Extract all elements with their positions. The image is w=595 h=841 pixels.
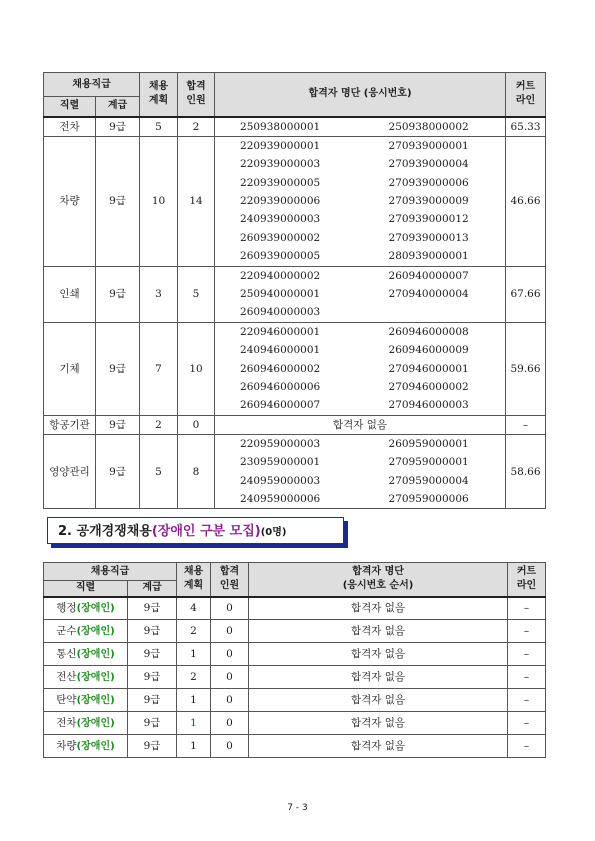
applicant-number-row bbox=[215, 267, 505, 285]
applicant-number-row bbox=[215, 155, 505, 173]
applicant-number-row bbox=[215, 303, 505, 321]
applicant-numbers-cell bbox=[215, 322, 506, 415]
applicant-numbers-cell bbox=[215, 117, 506, 137]
applicant-numbers-cell bbox=[215, 266, 506, 322]
passed-cell: 2 bbox=[178, 117, 215, 137]
cutline-cell: – bbox=[506, 415, 546, 434]
job-cell: 전차 bbox=[44, 117, 96, 137]
grade-cell: 9급 bbox=[96, 434, 140, 509]
cutline-cell: – bbox=[508, 712, 546, 735]
passed-cell: 0 bbox=[211, 666, 249, 689]
applicant-number: 250938000002 bbox=[388, 120, 469, 133]
applicant-number-row bbox=[215, 490, 505, 508]
results-table-body bbox=[44, 117, 546, 509]
plan-cell: 1 bbox=[177, 735, 211, 758]
header2-position-group: 채용직급 bbox=[44, 563, 177, 581]
header-passed: 합격 인원 bbox=[178, 73, 215, 117]
grade-cell: 9급 bbox=[128, 712, 177, 735]
applicant-number-row bbox=[215, 378, 505, 396]
applicant-number-row bbox=[215, 472, 505, 490]
applicant-number: 270959000006 bbox=[388, 492, 469, 505]
disability-tag: (장애인) bbox=[76, 648, 115, 660]
grade-cell: 9급 bbox=[128, 620, 177, 643]
applicant-number: 240959000003 bbox=[240, 474, 321, 487]
applicant-number-row bbox=[215, 453, 505, 471]
job-cell: 항공기관 bbox=[44, 415, 96, 434]
job-cell bbox=[44, 620, 128, 643]
applicant-number: 220940000002 bbox=[240, 269, 321, 282]
job-cell bbox=[44, 689, 128, 712]
applicant-number-row bbox=[215, 285, 505, 303]
job-name: 탄약 bbox=[56, 693, 77, 706]
plan-cell: 3 bbox=[140, 266, 178, 322]
passed-cell: 14 bbox=[178, 136, 215, 266]
job-cell: 기체 bbox=[44, 322, 96, 415]
applicant-number: 280939000001 bbox=[388, 250, 469, 263]
names-cell: 합격자 없음 bbox=[249, 597, 508, 620]
applicant-number-row bbox=[215, 118, 505, 136]
disability-tag: (장애인) bbox=[76, 602, 115, 614]
applicant-number: 240946000001 bbox=[240, 344, 321, 357]
table-row bbox=[44, 643, 546, 666]
applicant-number: 270959000004 bbox=[388, 474, 469, 487]
applicant-number: 260940000007 bbox=[388, 269, 469, 282]
applicant-number: 220946000001 bbox=[240, 325, 321, 338]
cutline-cell: 65.33 bbox=[506, 117, 546, 137]
applicant-number: 260946000009 bbox=[388, 344, 469, 357]
disability-tag: (장애인) bbox=[76, 625, 115, 637]
applicant-numbers-cell bbox=[215, 136, 506, 266]
cutline-cell: – bbox=[508, 597, 546, 620]
header2-plan: 채용 계획 bbox=[177, 563, 211, 597]
applicant-number: 270939000012 bbox=[388, 213, 469, 226]
cutline-cell: – bbox=[508, 643, 546, 666]
header-job: 직렬 bbox=[44, 97, 96, 117]
disability-results-table bbox=[43, 562, 546, 758]
cutline-cell: – bbox=[508, 689, 546, 712]
applicant-number-row bbox=[215, 210, 505, 228]
grade-cell: 9급 bbox=[128, 735, 177, 758]
job-cell bbox=[44, 643, 128, 666]
header-plan: 채용 계획 bbox=[140, 73, 178, 117]
names-cell: 합격자 없음 bbox=[249, 643, 508, 666]
passed-cell: 10 bbox=[178, 322, 215, 415]
applicant-number: 240939000003 bbox=[240, 213, 321, 226]
grade-cell: 9급 bbox=[96, 136, 140, 266]
applicant-number: 270939000009 bbox=[388, 195, 469, 208]
passed-cell: 8 bbox=[178, 434, 215, 509]
plan-cell: 2 bbox=[140, 415, 178, 434]
disability-table-body bbox=[44, 597, 546, 758]
table-row bbox=[44, 266, 546, 322]
applicant-number-row bbox=[215, 247, 505, 265]
cutline-cell: 58.66 bbox=[506, 434, 546, 509]
plan-cell: 5 bbox=[140, 434, 178, 509]
names-cell: 합격자 없음 bbox=[249, 666, 508, 689]
applicant-number: 270939000006 bbox=[388, 176, 469, 189]
job-name: 통신 bbox=[56, 647, 77, 660]
table-row bbox=[44, 712, 546, 735]
job-cell bbox=[44, 712, 128, 735]
applicant-number: 270946000001 bbox=[388, 362, 469, 375]
passed-cell: 0 bbox=[211, 620, 249, 643]
job-cell: 인쇄 bbox=[44, 266, 96, 322]
applicant-number: 240959000006 bbox=[240, 492, 321, 505]
job-name: 차량 bbox=[56, 739, 77, 752]
plan-cell: 2 bbox=[177, 620, 211, 643]
table-row bbox=[44, 597, 546, 620]
job-cell bbox=[44, 666, 128, 689]
grade-cell: 9급 bbox=[96, 266, 140, 322]
table-row bbox=[44, 136, 546, 266]
cutline-cell: 67.66 bbox=[506, 266, 546, 322]
applicant-number: 260939000005 bbox=[240, 250, 321, 263]
grade-cell: 9급 bbox=[96, 322, 140, 415]
applicant-number: 270939000013 bbox=[388, 231, 469, 244]
applicant-number: 250940000001 bbox=[240, 288, 321, 301]
applicant-number: 260946000002 bbox=[240, 362, 321, 375]
applicant-number: 220939000005 bbox=[240, 176, 321, 189]
cutline-cell: – bbox=[508, 735, 546, 758]
applicant-number-row bbox=[215, 192, 505, 210]
applicant-number: 260940000003 bbox=[240, 306, 321, 319]
job-cell bbox=[44, 597, 128, 620]
table-row bbox=[44, 666, 546, 689]
applicant-number: 220939000003 bbox=[240, 158, 321, 171]
header2-cutline: 커트 라인 bbox=[508, 563, 546, 597]
header-names: 합격자 명단 (응시번호) bbox=[215, 73, 506, 117]
applicant-number: 250938000001 bbox=[240, 120, 321, 133]
section-title-prefix: 2. 공개경쟁채용 bbox=[58, 524, 152, 539]
plan-cell: 10 bbox=[140, 136, 178, 266]
header-position-group: 채용직급 bbox=[44, 73, 140, 97]
passed-cell: 5 bbox=[178, 266, 215, 322]
section-title-accent: (장애인 구분 모집) bbox=[151, 524, 261, 539]
applicant-number-row bbox=[215, 435, 505, 453]
applicant-number-row bbox=[215, 341, 505, 359]
job-name: 행정 bbox=[56, 601, 77, 614]
cutline-cell: 59.66 bbox=[506, 322, 546, 415]
applicant-number-row bbox=[215, 323, 505, 341]
job-cell bbox=[44, 735, 128, 758]
disability-tag: (장애인) bbox=[76, 694, 115, 706]
applicant-number-row bbox=[215, 229, 505, 247]
table-row bbox=[44, 735, 546, 758]
grade-cell: 9급 bbox=[128, 643, 177, 666]
grade-cell: 9급 bbox=[128, 597, 177, 620]
passed-cell: 0 bbox=[211, 735, 249, 758]
job-cell: 차량 bbox=[44, 136, 96, 266]
plan-cell: 4 bbox=[177, 597, 211, 620]
applicant-number: 270939000004 bbox=[388, 158, 469, 171]
applicant-number-row bbox=[215, 360, 505, 378]
grade-cell: 9급 bbox=[96, 117, 140, 137]
applicant-number: 270940000004 bbox=[388, 288, 469, 301]
job-name: 군수 bbox=[56, 624, 77, 637]
plan-cell: 1 bbox=[177, 689, 211, 712]
passed-cell: 0 bbox=[211, 689, 249, 712]
section-title bbox=[47, 517, 344, 544]
applicant-number: 260946000007 bbox=[240, 399, 321, 412]
page-number: 7 - 3 bbox=[287, 803, 308, 813]
applicant-number: 260946000006 bbox=[240, 380, 321, 393]
names-cell: 합격자 없음 bbox=[249, 712, 508, 735]
header-grade: 계급 bbox=[96, 97, 140, 117]
names-cell: 합격자 없음 bbox=[249, 735, 508, 758]
disability-tag: (장애인) bbox=[76, 717, 115, 729]
results-table bbox=[43, 72, 546, 509]
grade-cell: 9급 bbox=[96, 415, 140, 434]
applicant-number: 270939000001 bbox=[388, 139, 469, 152]
passed-cell: 0 bbox=[211, 597, 249, 620]
disability-tag: (장애인) bbox=[76, 740, 115, 752]
table-row bbox=[44, 620, 546, 643]
header2-grade: 계급 bbox=[128, 581, 177, 597]
plan-cell: 7 bbox=[140, 322, 178, 415]
section-title-count: (0명) bbox=[260, 527, 287, 538]
table-row bbox=[44, 689, 546, 712]
job-name: 전차 bbox=[56, 716, 77, 729]
passed-cell: 0 bbox=[178, 415, 215, 434]
applicant-number-row bbox=[215, 396, 505, 414]
passed-cell: 0 bbox=[211, 712, 249, 735]
header2-job: 직렬 bbox=[44, 581, 128, 597]
passed-cell: 0 bbox=[211, 643, 249, 666]
cutline-cell: – bbox=[508, 666, 546, 689]
plan-cell: 2 bbox=[177, 666, 211, 689]
applicant-number: 270959000001 bbox=[388, 456, 469, 469]
grade-cell: 9급 bbox=[128, 666, 177, 689]
applicant-number: 260939000002 bbox=[240, 231, 321, 244]
cutline-cell: – bbox=[508, 620, 546, 643]
applicant-number: 220959000003 bbox=[240, 437, 321, 450]
applicant-numbers-cell bbox=[215, 434, 506, 509]
table-row bbox=[44, 117, 546, 137]
grade-cell: 9급 bbox=[128, 689, 177, 712]
job-name: 전산 bbox=[56, 670, 77, 683]
applicant-number: 230959000001 bbox=[240, 456, 321, 469]
applicant-number: 270946000003 bbox=[388, 399, 469, 412]
applicant-number-row bbox=[215, 174, 505, 192]
names-cell: 합격자 없음 bbox=[249, 689, 508, 712]
table-row bbox=[44, 415, 546, 434]
table-row bbox=[44, 322, 546, 415]
applicant-number: 220939000001 bbox=[240, 139, 321, 152]
applicant-number bbox=[357, 303, 506, 321]
header2-names: 합격자 명단 (응시번호 순서) bbox=[249, 563, 508, 597]
applicant-number: 260946000008 bbox=[388, 325, 469, 338]
cutline-cell: 46.66 bbox=[506, 136, 546, 266]
header2-passed: 합격 인원 bbox=[211, 563, 249, 597]
job-cell: 영양관리 bbox=[44, 434, 96, 509]
applicant-number: 260959000001 bbox=[388, 437, 469, 450]
disability-tag: (장애인) bbox=[76, 671, 115, 683]
plan-cell: 1 bbox=[177, 643, 211, 666]
header-cutline: 커트 라인 bbox=[506, 73, 546, 117]
applicant-number: 220939000006 bbox=[240, 195, 321, 208]
applicant-number: 270946000002 bbox=[388, 380, 469, 393]
plan-cell: 1 bbox=[177, 712, 211, 735]
names-cell: 합격자 없음 bbox=[249, 620, 508, 643]
applicant-numbers-cell: 합격자 없음 bbox=[215, 415, 506, 434]
plan-cell: 5 bbox=[140, 117, 178, 137]
applicant-number-row bbox=[215, 137, 505, 155]
table-row bbox=[44, 434, 546, 509]
